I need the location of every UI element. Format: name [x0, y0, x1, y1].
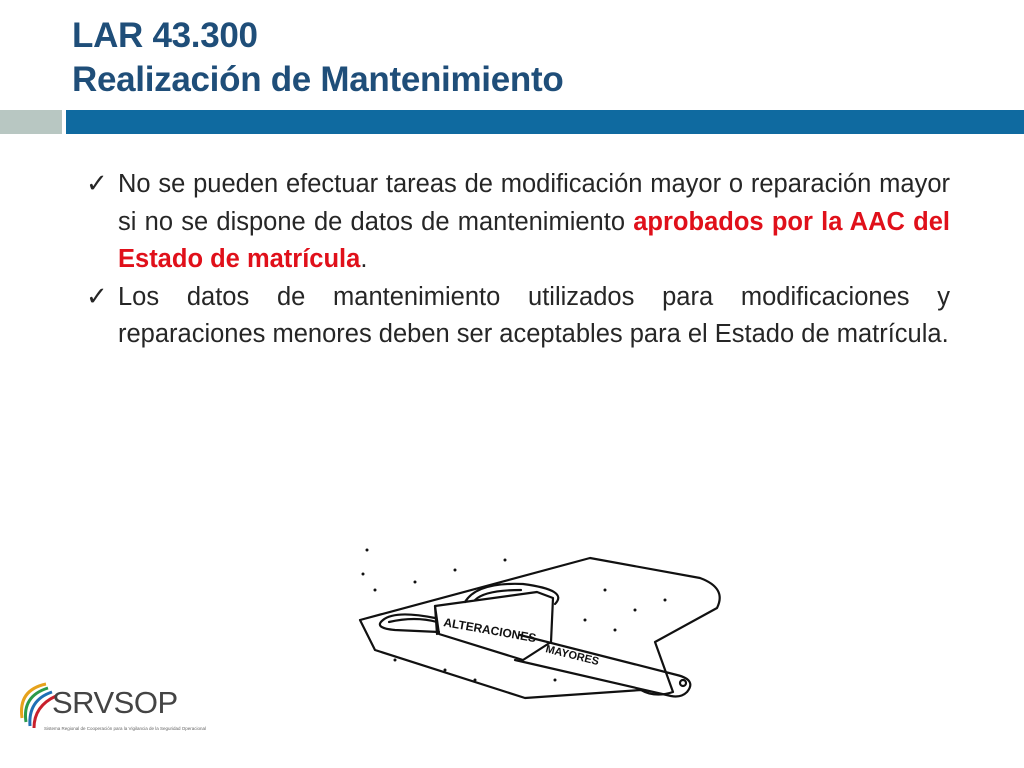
check-icon: ✓ [86, 169, 108, 199]
bullet-2-text: Los datos de mantenimiento utilizados para modificaciones y reparaciones menores deben ser aceptables para el Estado de matrícula. [118, 282, 950, 348]
title-rule-left [0, 110, 62, 134]
check-icon: ✓ [86, 281, 108, 312]
bullet-1-text: No se pueden efectuar tareas de modificación mayor o reparación mayor si no se dispone de datos de mantenimiento [118, 170, 950, 236]
logo-subtitle: Sistema Regional de Cooperación para la Vigilancia de la Seguridad Operacional [44, 726, 207, 731]
bullet-1-highlight: aprobados por la AAC del Estado de matrícula [118, 207, 950, 273]
title-line-1: LAR 43.300 [72, 16, 258, 55]
logo-text: SRVSOP [52, 685, 178, 720]
label-alteraciones: ALTERACIONES [442, 615, 538, 646]
title-line-2: Realización de Mantenimiento [72, 60, 564, 99]
bullet-item-1 [86, 166, 950, 279]
bullet-list [86, 166, 950, 354]
slide-title [72, 14, 563, 102]
chainsaw-illustration [355, 530, 740, 710]
srvsop-logo [16, 678, 207, 744]
title-rule-bar [66, 110, 1024, 134]
label-mayores: MAYORES [544, 643, 601, 669]
bullet-1-end: . [360, 245, 368, 273]
bullet-item-2 [86, 279, 950, 354]
